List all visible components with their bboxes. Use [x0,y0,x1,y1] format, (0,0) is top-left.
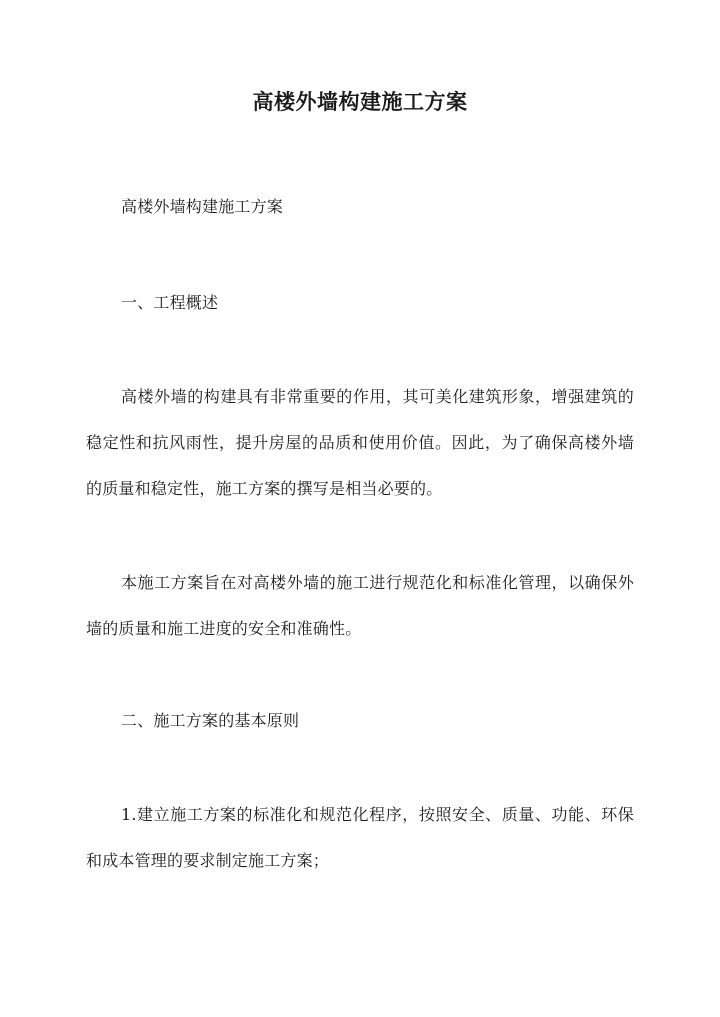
document-title: 高楼外墙构建施工方案 [252,89,468,114]
overview-paragraph-1: 高楼外墙的构建具有非常重要的作用，其可美化建筑形象，增强建筑的稳定性和抗风雨性，提升房屋的品质和使用价值。因此，为了确保高楼外墙的质量和稳定性，施工方案的撰写是相当必要的。 [86,387,634,498]
section-heading-overview: 一、工程概述 [121,293,219,312]
document-subtitle: 高楼外墙构建施工方案 [121,197,284,216]
principle-item-1: 1.建立施工方案的标准化和规范化程序，按照安全、质量、功能、环保和成本管理的要求制定施工方案； [86,805,634,870]
overview-paragraph-2: 本施工方案旨在对高楼外墙的施工进行规范化和标准化管理，以确保外墙的质量和施工进度的安全和准确性。 [86,573,634,638]
section-heading-principles: 二、施工方案的基本原则 [121,711,300,730]
